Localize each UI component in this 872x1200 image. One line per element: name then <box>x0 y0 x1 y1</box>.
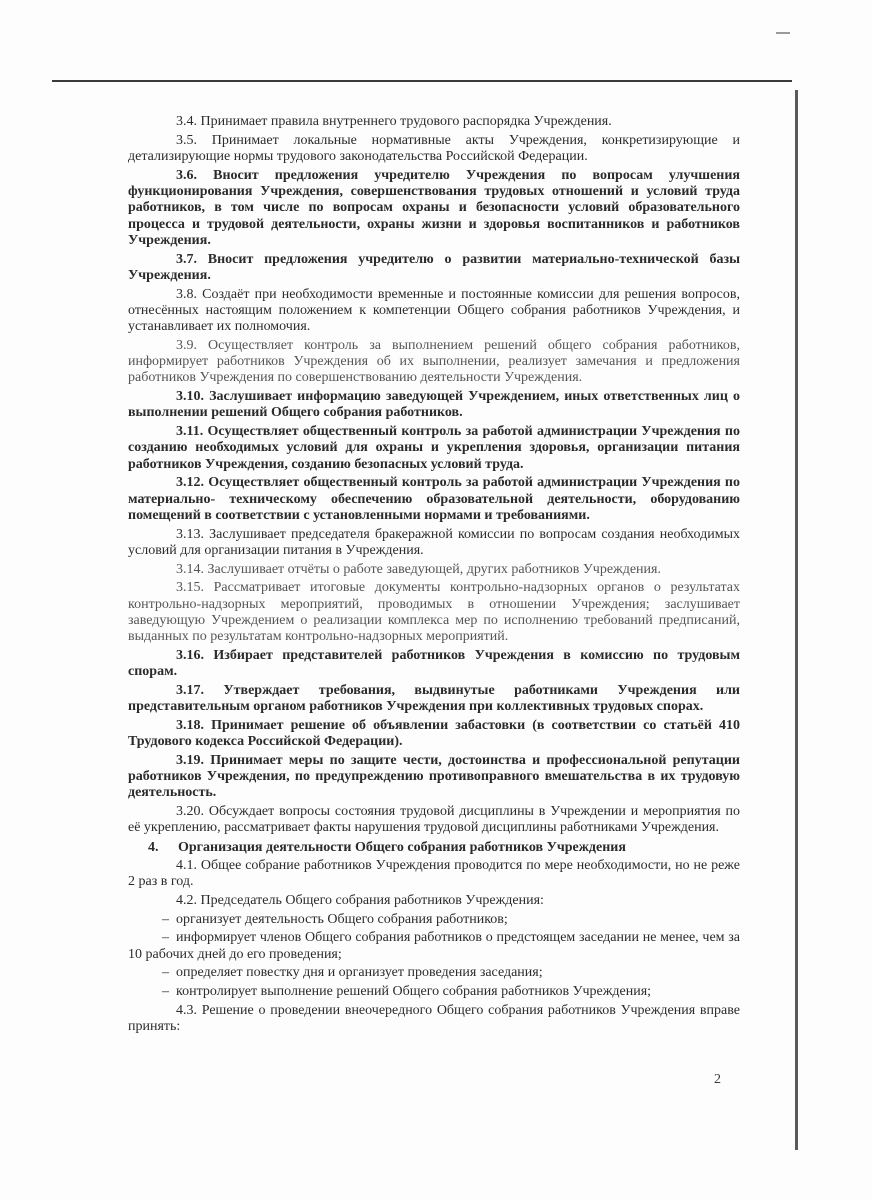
dash-marker: – <box>162 965 169 981</box>
list-item <box>128 965 740 981</box>
paragraph-3-17: 3.17. Утверждает требования, выдвинутые работниками Учреждения или представительным органом работников Учреждения при коллективных трудовых спорах. <box>128 682 740 715</box>
paragraph-3-20: 3.20. Обсуждает вопросы состояния трудовой дисциплины в Учреждении и мероприятия по её укреплению, рассматривает факты нарушения трудовой дисциплины работниками Учреждения. <box>128 804 740 836</box>
paragraph-3-4: 3.4. Принимает правила внутреннего трудового распорядка Учреждения. <box>176 114 612 129</box>
scan-corner-mark <box>776 32 790 34</box>
page-edge-line <box>795 90 798 1150</box>
paragraph-3-9: 3.9. Осуществляет контроль за выполнением решений общего собрания работников, информирует работников Учреждения об их выполнении, реализует замечания и предложения работников Учреждения по совершенствованию деятельности Учреждения. <box>128 337 740 386</box>
paragraph-3-6: 3.6. Вносит предложения учредителю Учреждения по вопросам улучшения функционирования Учреждения, совершенствования трудовых отношений и условий труда работников, в том числе по вопросам охраны и безопасности условий образовательного процесса и трудовой деятельности, охраны жизни и здоровья воспитанников и работников Учреждения. <box>128 167 740 248</box>
paragraph-3-18: 3.18. Принимает решение об объявлении забастовки (в соответствии со статьёй 410 Трудового кодекса Российской Федерации). <box>128 717 740 750</box>
list-item <box>128 912 740 928</box>
top-rule-line <box>52 80 792 82</box>
dash-marker: – <box>162 911 169 927</box>
section-number: 4. <box>148 839 159 855</box>
paragraph-3-13: 3.13. Заслушивает председателя бракеражной комиссии по вопросам создания необходимых условий для организации питания в Учреждения. <box>128 526 740 558</box>
paragraph-4-1: 4.1. Общее собрание работников Учреждения проводится по мере необходимости, но не реже 2 раз в год. <box>128 858 740 890</box>
list-item <box>128 930 740 963</box>
paragraph-3-12: 3.12. Осуществляет общественный контроль за работой администрации Учреждения по материально- техническому обеспечению образовательной деятельности, оборудованию помещений в соответствии с установленными нормами и требованиями. <box>128 475 740 523</box>
paragraph-3-14: 3.14. Заслушивает отчёты о работе заведующей, других работников Учреждения. <box>176 561 661 577</box>
paragraph-3-16: 3.16. Избирает представителей работников Учреждения в комиссию по трудовым спорам. <box>128 647 740 680</box>
list-item-text: определяет повестку дня и организует проведения заседания; <box>176 965 543 981</box>
list-item-text: организует деятельность Общего собрания работников; <box>176 911 508 927</box>
paragraph-3-8: 3.8. Создаёт при необходимости временные и постоянные комиссии для решения вопросов, отнесённых настоящим положением к компетенции Общего собрания работников Учреждения, и устанавливает их полномочия. <box>128 286 740 335</box>
list-item-text: контролирует выполнение решений Общего собрания работников Учреждения; <box>176 984 652 1000</box>
paragraph-3-15: 3.15. Рассматривает итоговые документы контрольно-надзорных органов о результатах контрольно-надзорных мероприятий, проводимых в отношении Учреждения; заслушивает заведующую Учреждением о реализации комплекса мер по исполнению требований предписаний, выданных по результатам контрольно-надзорных мероприятий. <box>128 580 740 645</box>
dash-marker: – <box>162 984 169 1000</box>
document-body <box>128 114 740 1038</box>
paragraph-3-10: 3.10. Заслушивает информацию заведующей Учреждением, иных ответственных лиц о выполнении решений Общего собрания работников. <box>128 389 740 421</box>
paragraph-3-7: 3.7. Вносит предложения учредителю о развитии материально-технической базы Учреждения. <box>128 251 740 283</box>
section-heading <box>128 840 740 856</box>
section-title: Организация деятельности Общего собрания работников Учреждения <box>178 839 626 855</box>
dash-marker: – <box>162 930 169 946</box>
paragraph-3-19: 3.19. Принимает меры по защите чести, достоинства и профессиональной репутации работников Учреждения, по предупреждению противоправного вмешательства в их трудовую деятельность. <box>128 752 740 801</box>
list-item-text: информирует членов Общего собрания работников о предстоящем заседании не менее, чем за 10 рабочих дней до его проведения; <box>128 930 740 962</box>
paragraph-4-2: 4.2. Председатель Общего собрания работников Учреждения: <box>176 893 544 908</box>
paragraph-3-5: 3.5. Принимает локальные нормативные акты Учреждения, конкретизирующие и детализирующие нормы трудового законодательства Российской Федерации. <box>128 132 740 164</box>
paragraph-3-11: 3.11. Осуществляет общественный контроль за работой администрации Учреждения по созданию необходимых условий для охраны и укрепления здоровья, организации питания работников Учреждения, созданию безопасных условий труда. <box>128 424 740 472</box>
paragraph-4-3: 4.3. Решение о проведении внеочередного Общего собрания работников Учреждения вправе принять: <box>128 1002 740 1035</box>
page-number: 2 <box>714 1072 721 1087</box>
list-item <box>128 984 740 1000</box>
